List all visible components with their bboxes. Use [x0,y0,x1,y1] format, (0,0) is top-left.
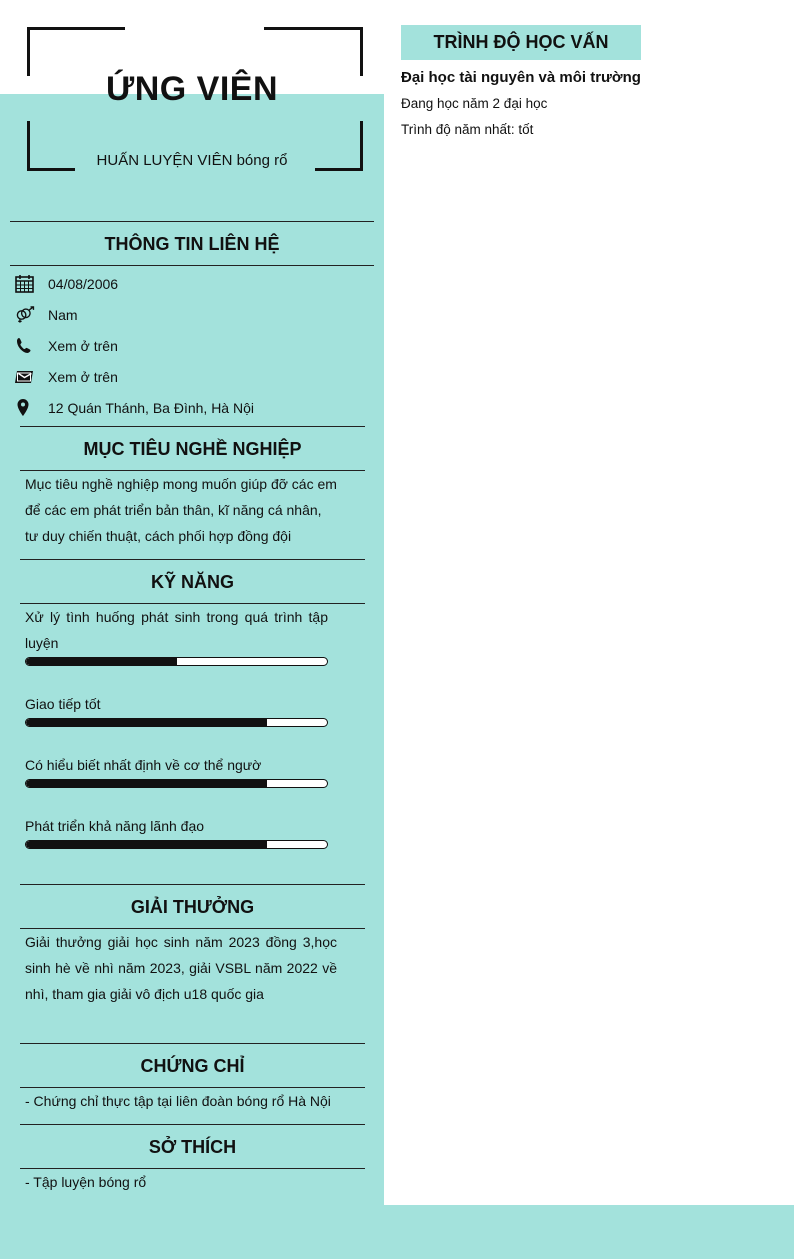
email-text: Xem ở trên [48,369,118,385]
hobby-item: - Tập luyện bóng rổ [25,1174,147,1190]
awards-heading: GIẢI THƯỞNG [130,897,255,917]
contact-item-phone [14,334,118,358]
contact-item-email [14,365,118,389]
skill-level-bar [25,657,328,666]
skills-heading: KỸ NĂNG [150,572,234,592]
contact-item-gender [14,303,78,327]
objective-heading: MỤC TIÊU NGHỀ NGHIỆP [83,439,302,459]
phone-icon [14,336,48,356]
education-line: Trình độ năm nhất: tốt [401,122,534,137]
skill-level-bar [25,718,328,727]
email-icon [14,367,48,387]
address-text: 12 Quán Thánh, Ba Đình, Hà Nội [48,400,254,416]
sidebar-background [0,94,384,1259]
candidate-name: ỨNG VIÊN [105,70,278,108]
calendar-icon [14,274,48,294]
divider [20,1168,365,1169]
contact-item-birthdate [14,272,118,296]
education-line: Đang học năm 2 đại học [401,96,548,111]
divider [20,1043,365,1044]
contact-heading: THÔNG TIN LIÊN HỆ [104,234,280,254]
skill-level-fill [26,658,177,665]
bottom-band [384,1205,794,1259]
frame-corner-top-right [264,27,363,76]
divider [10,265,374,266]
certificate-item: - Chứng chỉ thực tập tại liên đoàn bóng rổ Hà Nội [25,1093,331,1109]
skill-level-bar [25,779,328,788]
hobbies-heading: SỞ THÍCH [148,1137,237,1157]
frame-corner-top-left [27,27,125,76]
certificates-heading: CHỨNG CHỈ [140,1056,245,1076]
divider [20,426,365,427]
skill-label: Giao tiếp tốt [25,696,101,712]
education-school: Đại học tài nguyên và môi trường [401,69,641,86]
skill-level-bar [25,840,328,849]
skill-label: Phát triển khả năng lãnh đạo [25,818,205,834]
skill-level-fill [26,841,267,848]
skill-label: Xử lý tình huống phát sinh trong quá trình tập luyện [25,609,328,651]
skill-label: Có hiểu biết nhất định về cơ thể ngườ [25,757,262,773]
birthdate-text: 04/08/2006 [48,276,119,292]
awards-text: Giải thưởng giải học sinh năm 2023 đồng 3,học sinh hè về nhì năm 2023, giải VSBL năm 2022 về nhì, tham gia giải vô địch u18 quốc gia [25,934,337,1002]
contact-item-address [14,396,254,420]
divider [20,1124,365,1125]
objective-text: Mục tiêu nghề nghiệp mong muốn giúp đỡ các em để các em phát triển bản thân, kĩ năng cá nhân, tư duy chiến thuật, cách phối hợp đồng đội [25,476,337,544]
gender-text: Nam [48,307,78,323]
skill-level-fill [26,780,267,787]
skill-level-fill [26,719,267,726]
phone-text: Xem ở trên [48,338,118,354]
job-title: HUẤN LUYỆN VIÊN bóng rổ [96,152,288,169]
divider [20,1087,365,1088]
divider [20,884,365,885]
divider [10,221,374,222]
location-icon [14,398,48,418]
education-heading: TRÌNH ĐỘ HỌC VẤN [401,25,641,60]
gender-icon [14,305,48,325]
divider [20,559,365,560]
